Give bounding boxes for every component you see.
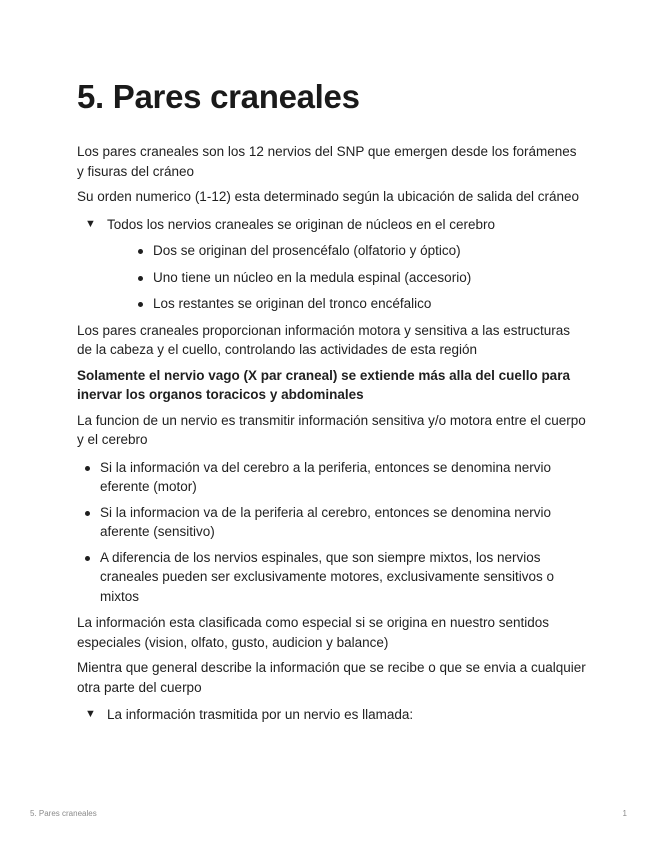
bullet-icon xyxy=(138,249,143,254)
toggle-block-origin[interactable] xyxy=(85,215,587,314)
list-item: Los restantes se originan del tronco encéfalico xyxy=(130,294,587,314)
toggle-triangle-icon[interactable]: ▼ xyxy=(85,708,96,720)
toggle-block-info-name[interactable] xyxy=(85,705,587,725)
direction-list xyxy=(77,458,587,607)
toggle-triangle-icon[interactable]: ▼ xyxy=(85,217,96,230)
bullet-icon xyxy=(85,511,90,516)
footer-document-title: 5. Pares craneales xyxy=(30,809,97,818)
page-title: 5. Pares craneales xyxy=(77,78,360,115)
list-item: Si la información va del cerebro a la periferia, entonces se denomina nervio eferente (motor) xyxy=(77,458,587,497)
bullet-icon xyxy=(85,466,90,471)
paragraph-motor-sensory: Los pares craneales proporcionan información motora y sensitiva a las estructuras de la cabeza y el cuello, controlando las actividades de esta región xyxy=(77,322,570,357)
footer-page-number: 1 xyxy=(622,809,627,818)
paragraph-general-info: Mientra que general describe la información que se recibe o que se envia a cualquier otra parte del cuerpo xyxy=(77,660,586,695)
list-item: Si la informacion va de la periferia al cerebro, entonces se denomina nervio aferente (sensitivo) xyxy=(77,503,587,542)
paragraph-special-info: La información esta clasificada como especial si se origina en nuestro sentidos especiales (vision, olfato, gusto, audicion y balance) xyxy=(77,615,550,650)
list-item: Uno tiene un núcleo en la medula espinal (accesorio) xyxy=(130,268,587,288)
bullet-icon xyxy=(138,302,143,307)
list-item: A diferencia de los nervios espinales, que son siempre mixtos, los nervios craneales pueden ser exclusivamente motores, exclusivamente sensitivos o mixtos xyxy=(77,548,587,607)
paragraph-nerve-function: La funcion de un nervio es transmitir información sensitiva y/o motora entre el cuerpo y el cerebro xyxy=(77,412,586,447)
toggle-label: Todos los nervios craneales se originan de núcleos en el cerebro xyxy=(107,216,495,232)
list-item: Dos se originan del prosencéfalo (olfatorio y óptico) xyxy=(130,241,587,261)
document-body xyxy=(77,142,587,732)
paragraph-cranial-nerves-intro: Los pares craneales son los 12 nervios del SNP que emergen desde los forámenes y fisuras del cráneo xyxy=(77,144,577,179)
bullet-icon xyxy=(85,556,90,561)
bullet-icon xyxy=(138,276,143,281)
origin-list xyxy=(130,241,587,314)
paragraph-numeric-order: Su orden numerico (1-12) esta determinado según la ubicación de salida del cráneo xyxy=(77,189,580,204)
paragraph-vagus-nerve: Solamente el nervio vago (X par craneal) se extiende más alla del cuello para inervar los organos toracicos y abdominales xyxy=(77,367,570,402)
toggle-label: La información trasmitida por un nervio es llamada: xyxy=(107,707,414,722)
